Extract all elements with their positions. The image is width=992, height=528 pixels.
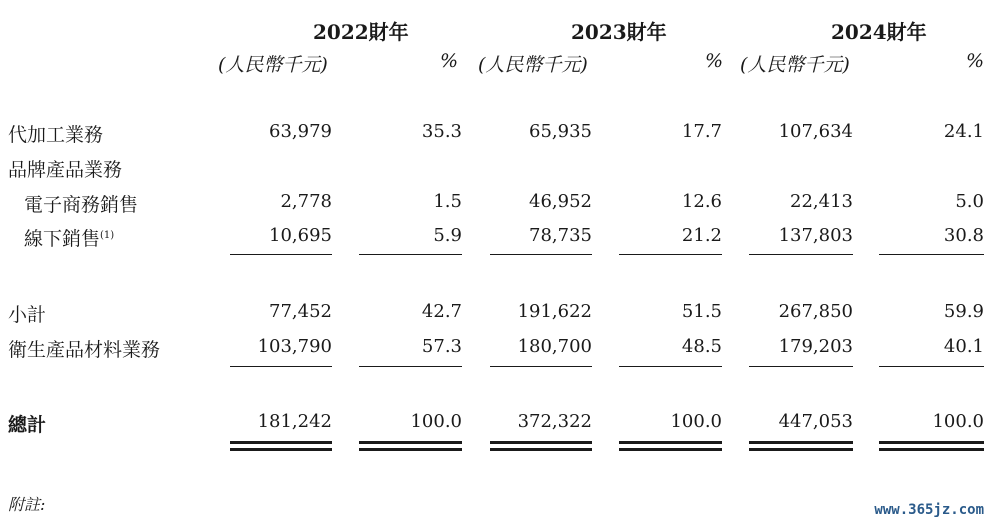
cell: 12.6 xyxy=(681,191,722,212)
cell: 191,622 xyxy=(517,301,592,322)
cell: 179,203 xyxy=(778,336,853,357)
cell: 24.1 xyxy=(943,121,984,142)
subtotal-rule xyxy=(879,254,984,255)
cell: 46,952 xyxy=(529,191,592,212)
double-rule-top xyxy=(749,441,853,444)
total-rule xyxy=(230,366,332,367)
double-rule-bottom xyxy=(230,448,332,451)
cell: 5.9 xyxy=(433,225,462,246)
cell: 372,322 xyxy=(517,411,592,432)
row-label-total: 總計 xyxy=(8,414,47,436)
double-rule-bottom xyxy=(749,448,853,451)
cell: 21.2 xyxy=(681,225,722,246)
cell: 137,803 xyxy=(778,225,853,246)
cell: 2,778 xyxy=(280,191,332,212)
row-label-brand: 品牌產品業務 xyxy=(8,159,123,181)
cell: 78,735 xyxy=(529,225,592,246)
footnote-label: 附註: xyxy=(8,495,46,514)
cell: 17.7 xyxy=(681,121,722,142)
cell: 30.8 xyxy=(943,225,984,246)
total-rule xyxy=(749,366,853,367)
cell: 65,935 xyxy=(529,121,592,142)
unit-label-2023: (人民幣千元) xyxy=(478,54,588,76)
cell: 1.5 xyxy=(433,191,462,212)
cell: 100.0 xyxy=(670,411,722,432)
footnote-ref: (1) xyxy=(100,230,115,241)
cell: 100.0 xyxy=(932,411,984,432)
cell: 57.3 xyxy=(421,336,462,357)
double-rule-bottom xyxy=(359,448,462,451)
cell: 51.5 xyxy=(681,301,722,322)
subtotal-rule xyxy=(490,254,592,255)
subtotal-rule xyxy=(359,254,462,255)
double-rule-top xyxy=(490,441,592,444)
double-rule-top xyxy=(230,441,332,444)
row-label-hygiene: 衛生產品材料業務 xyxy=(8,339,161,361)
row-label-ecommerce: 電子商務銷售 xyxy=(24,194,139,216)
cell: 267,850 xyxy=(778,301,853,322)
total-rule xyxy=(490,366,592,367)
cell: 100.0 xyxy=(410,411,462,432)
year-header-2023: 2023財年 xyxy=(571,20,667,44)
total-rule xyxy=(619,366,722,367)
subtotal-rule xyxy=(230,254,332,255)
total-rule xyxy=(879,366,984,367)
double-rule-bottom xyxy=(490,448,592,451)
unit-label-2024: (人民幣千元) xyxy=(740,54,850,76)
cell: 180,700 xyxy=(517,336,592,357)
cell: 447,053 xyxy=(778,411,853,432)
subtotal-rule xyxy=(619,254,722,255)
year-header-2022: 2022財年 xyxy=(313,20,409,44)
double-rule-bottom xyxy=(879,448,984,451)
cell: 77,452 xyxy=(269,301,332,322)
cell: 5.0 xyxy=(955,191,984,212)
row-label-oem: 代加工業務 xyxy=(8,124,104,146)
cell: 63,979 xyxy=(269,121,332,142)
cell: 40.1 xyxy=(943,336,984,357)
cell: 59.9 xyxy=(943,301,984,322)
year-header-2024: 2024財年 xyxy=(831,20,927,44)
pct-label-2022: % xyxy=(440,50,459,72)
row-label-subtotal: 小計 xyxy=(8,304,47,326)
cell: 10,695 xyxy=(269,225,332,246)
pct-label-2023: % xyxy=(705,50,724,72)
cell: 181,242 xyxy=(257,411,332,432)
double-rule-top xyxy=(879,441,984,444)
unit-label-2022: (人民幣千元) xyxy=(218,54,328,76)
double-rule-top xyxy=(359,441,462,444)
watermark: www.365jz.com xyxy=(874,502,984,518)
double-rule-top xyxy=(619,441,722,444)
cell: 103,790 xyxy=(257,336,332,357)
cell: 48.5 xyxy=(681,336,722,357)
cell: 42.7 xyxy=(421,301,462,322)
total-rule xyxy=(359,366,462,367)
row-label-offline: 線下銷售$^{(1)}$ xyxy=(24,228,115,250)
cell: 107,634 xyxy=(778,121,853,142)
subtotal-rule xyxy=(749,254,853,255)
cell: 35.3 xyxy=(421,121,462,142)
double-rule-bottom xyxy=(619,448,722,451)
cell: 22,413 xyxy=(790,191,853,212)
pct-label-2024: % xyxy=(966,50,985,72)
